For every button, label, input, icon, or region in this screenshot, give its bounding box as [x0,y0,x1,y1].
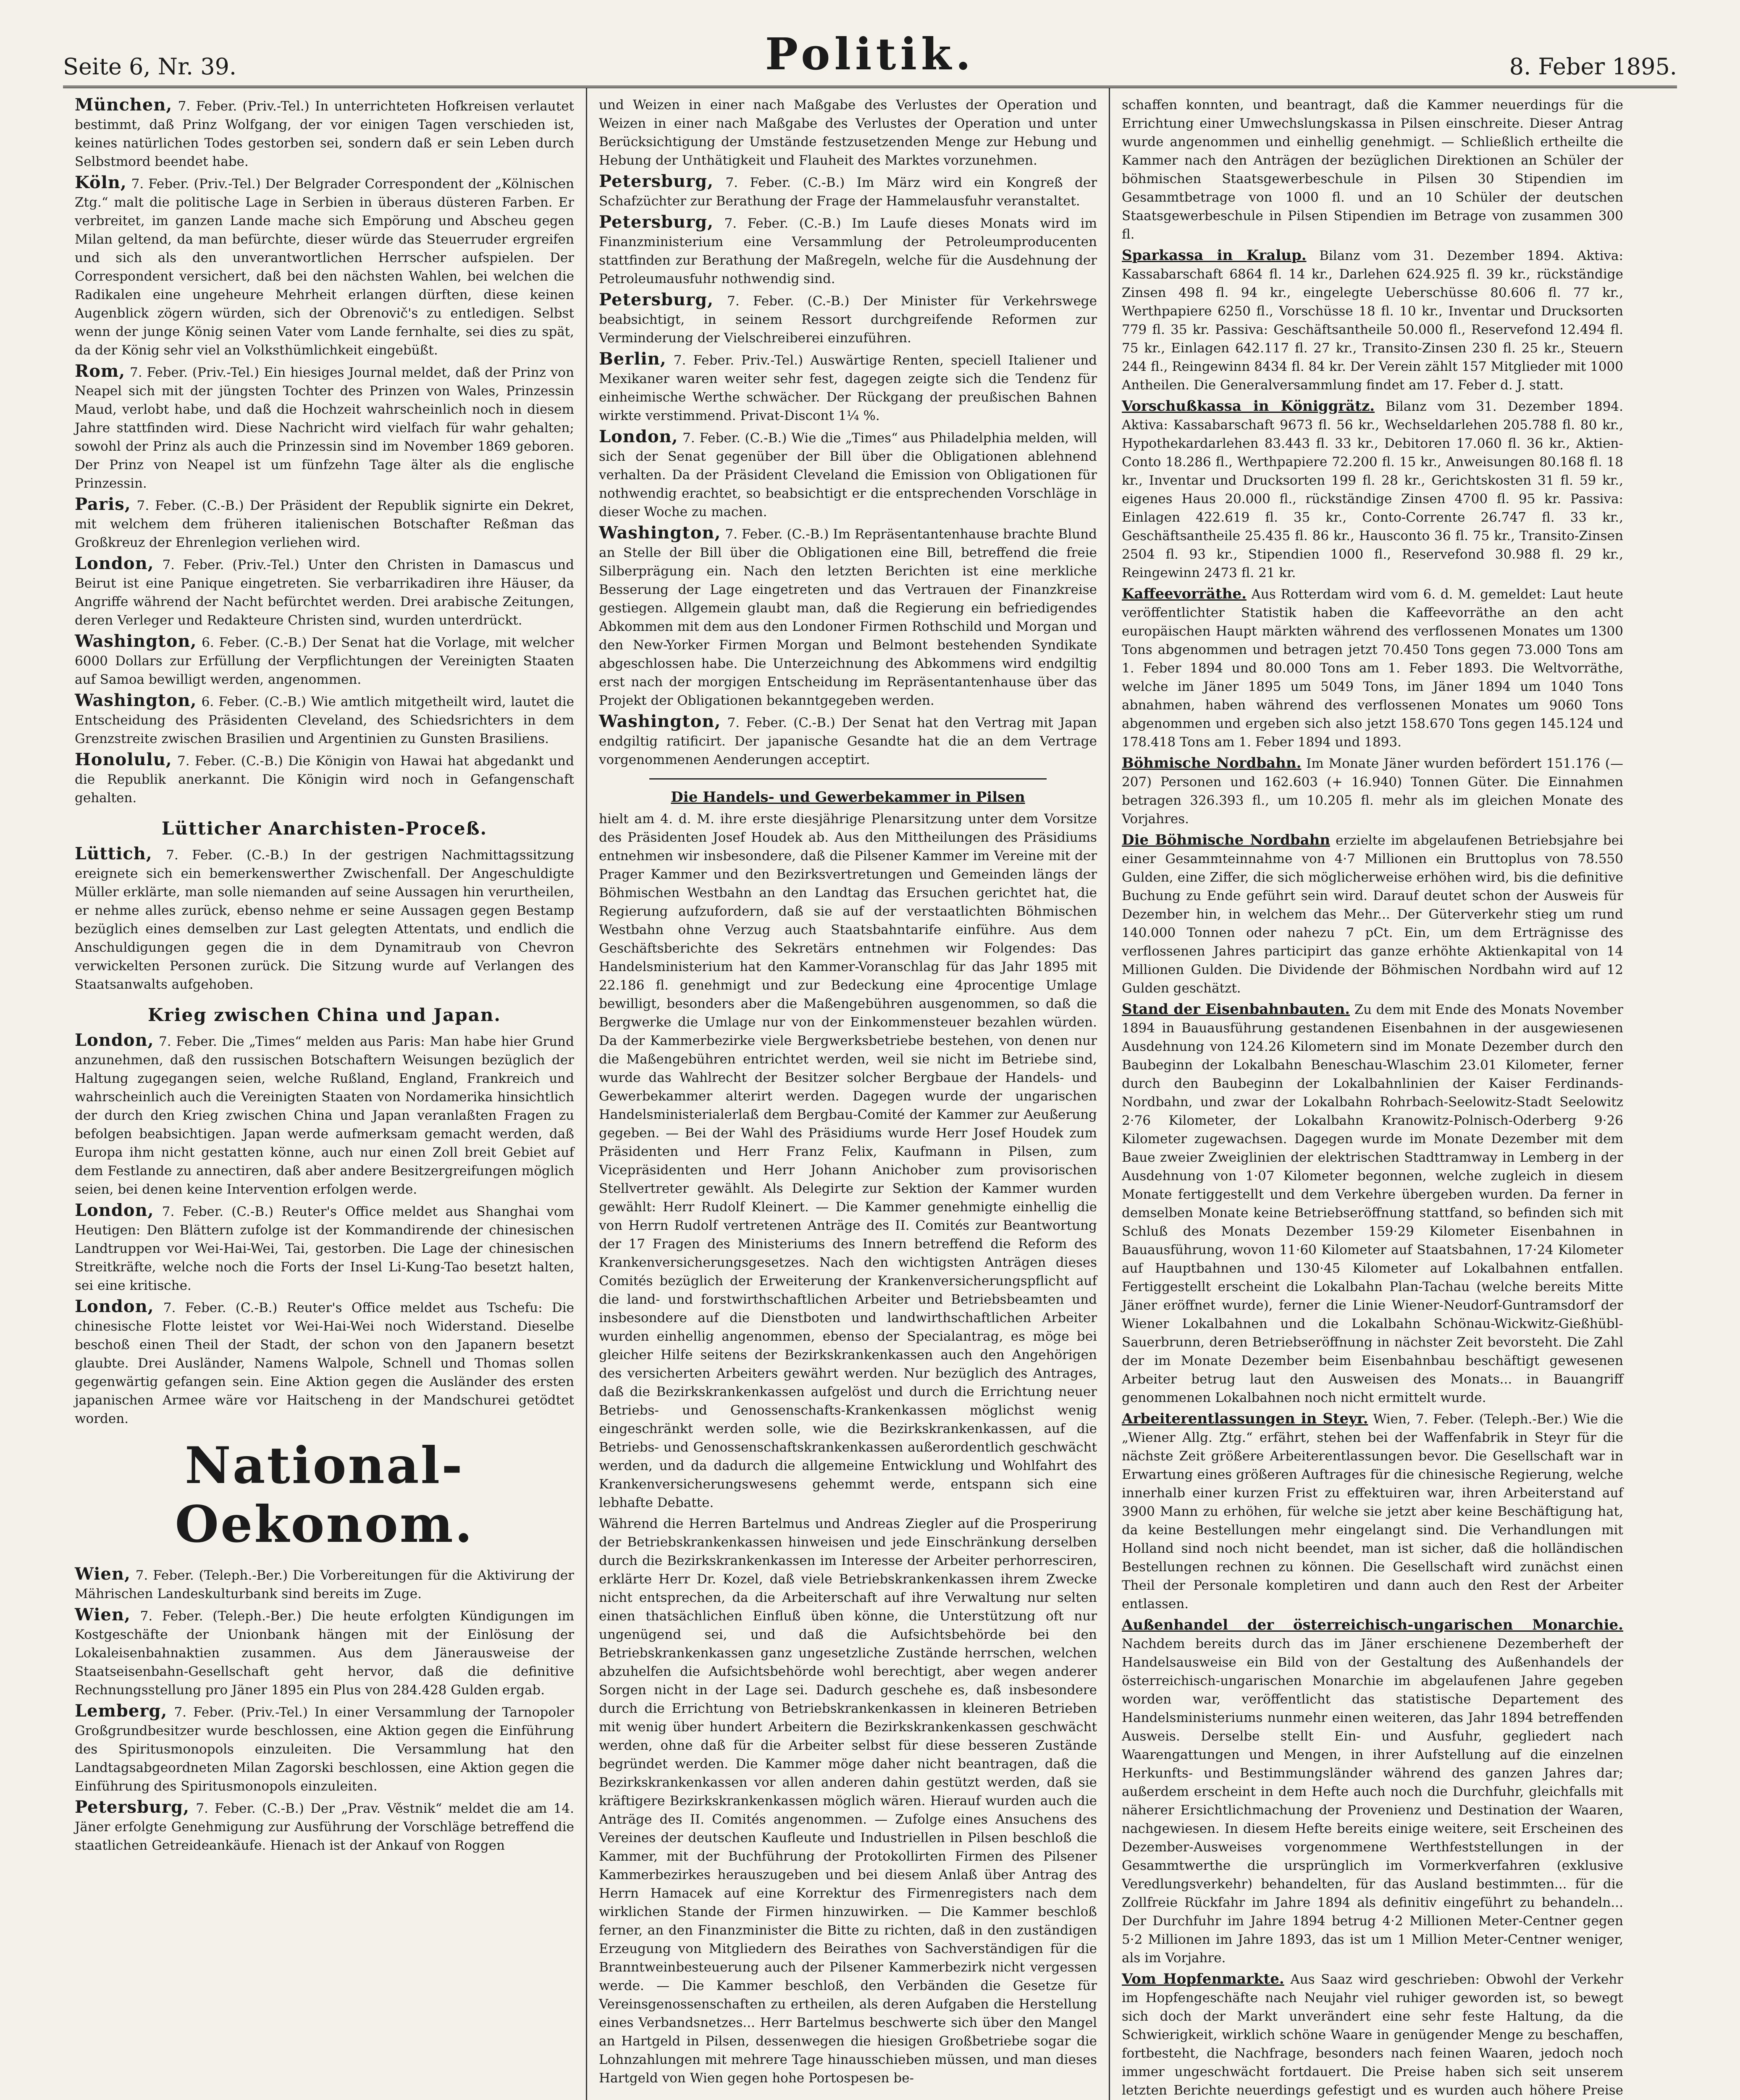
article-headline: Vorschußkassa in Königgrätz. [1122,398,1375,415]
article-text: Ein hiesiges Journal meldet, daß der Prinz von Neapel sich mit der jüngsten Tochter des Prinzen von Wales, Prinzessin Maud, verlobt habe, und daß die Hochzeit wahrscheinlich noch in diesem Jahre stattfinden wird. Diese Nachricht wird vielfach für wahr gehalten; sowohl der Prinz als auch die Prinzessin sind im November 1869 geboren. Der Prinz von Neapel ist um fünfzehn Tage älter als die englische Prinzessin. [75,365,574,491]
dateline-meta: 7. Feber. (C.-B.) [136,498,244,513]
article-text: Unter den Christen in Damascus und Beirut ist eine Panique eingetreten. Sie verbarrikadiren ihre Häuser, da Angriffe während der Nacht befürchtet werden. Drei arabische Zeitungen, deren Verleger und Redakteure Christen sind, wurden unterdrückt. [75,557,575,628]
page-header [63,29,1677,88]
article-text: In einer Versammlung der Tarnopoler Großgrundbesitzer wurde beschlossen, eine Aktion gegen die Einführung des Spiritusmonopols einzuleiten. Die Versammlung hat den Landtagsabgeordneten Milan Zagorski beschlossen, eine Aktion gegen die Einführung des Spiritusmonopols einzuleiten. [75,1705,575,1794]
article-text: Der Minister für Verkehrswege beabsichtigt, in seinem Ressort durchgreifende Reformen zur Verminderung der Vielschreiberei einzuführen. [599,294,1097,346]
article-text: Bilanz vom 31. Dezember 1894. Aktiva: Kassabarschaft 6864 fl. 14 kr., Darlehen 624.925 fl. 39 kr., rückständige Zinsen 498 fl. 94 kr., eingelegte Ueberschüsse 80.606 fl. 77 kr., Werthpapiere 6250 fl., Vorschüsse 18 fl. 10 kr., Inventar und Drucksorten 779 fl. 35 kr. Passiva: Geschäftsantheile 50.000 fl., Reservefond 12.494 fl. 75 kr., Einlagen 642.117 fl. 27 kr., Transito-Zinsen 230 fl. 25 kr., Steuern 244 fl., Reingewinn 8434 fl. 84 kr. Der Verein zählt 157 Mitglieder mit 1000 Antheilen. Die Generalversammlung findet am 17. Feber d. J. statt. [1122,248,1623,393]
dateline-meta: 7. Feber. (C.-B.) [724,216,841,231]
dateline-meta: 6. Feber. (C.-B.) [202,635,307,650]
article-text: In der gestrigen Nachmittagssitzung ereignete sich ein bemerkenswerther Zwischenfall. Der Angeschuldigte Müller erklärte, man solle niemanden auf seine Aussagen hin verurtheilen, er nehme alles zurück, ebenso nehme er seine Aussagen gegen Bestamp bezüglich eines demselben zur Last gelegten Attentats, und endlich die Anschuldigungen gegen die in dem Dynamitraub von Chevron verwickelten Personen zurück. Die Sitzung wurde auf Verlangen des Staatsanwalts aufgehoben. [75,848,575,992]
article [75,1565,574,1603]
dateline-place: London, [75,554,154,573]
article [1122,1410,1623,1613]
article-continuation [599,96,1097,170]
article-text: Der Belgrader Correspondent der „Kölnischen Ztg.“ malt die politische Lage in Serbien in überaus düsteren Farben. Er verbreitet, im ganzen Lande mache sich Empörung und Abscheu gegen Milan geltend, da man befürchte, dieser würde das Steuerruder ergreifen und sich als den unverantwortlichen Herrscher aufspielen. Der Correspondent versichert, daß bei den nächsten Wahlen, bei welchen die Radikalen eine ungeheure Mehrheit erlangen dürften, diese keinen Augenblick zögern würden, sich der Obrenovič's zu entledigen. Selbst wenn der junge König seinen Vater vom Lande fernhalte, sei dies zu spät, da der König sehr viel an Volksthümlichkeit eingebüßt. [75,176,575,358]
article [599,350,1097,425]
article [599,524,1097,710]
dateline-meta: 7. Feber. Priv.-Tel.) [673,353,803,368]
section-title: Politik. [765,28,975,80]
dateline-meta: 7. Feber. (C.-B.) [166,848,289,863]
article-text: und Weizen in einer nach Maßgabe des Verlustes der Operation und Weizen in einer nach Maßgabe des Verlustes der Operation und unter Berücksichtigung der Umstände festzusetzenden Menge zur Hebung und Hebung der Unthätigkeit und Flauheit des Marktes vorzunehmen. [599,97,1097,168]
article-text: Im Repräsentantenhause brachte Blund an Stelle der Bill über die Obligationen eine Bill, betreffend die freie Silberprägung ein. Nach den letzten Berichten ist eine merkliche Besserung der Lage eingetreten und das Vertrauen der Finanzkreise gestiegen. Allgemein glaubt man, daß die Regierung ein befriedigendes Abkommen mit dem aus den Londoner Firmen Rothschild und Morgan und den New-Yorker Firmen Morgan und Belmont bestehenden Syndikate abgeschlossen habe. Die Unterzeichnung des Abkommens wird endgiltig erst nach der morgigen Entscheidung im Repräsentantenhause über das Projekt der Obligationen bekanntgegeben werden. [599,527,1097,708]
dateline-place: London, [75,1200,154,1220]
article-text: Reuter's Office meldet aus Tschefu: Die chinesische Flotte leistet vor Wei-Hai-Wei noch Widerstand. Dieselbe beschoß einen Theil der Stadt, der schon von den Japanern besetzt glaubte. Drei Ausländer, Namens Walpole, Schnell und Thomas sollen gegenwärtig gefangen sein. Eine Aktion gegen die Ausländer des ersten japanischen Armee wäre vor Haitscheng in der Mandschurei getödtet worden. [75,1300,574,1426]
article-headline: Kaffeevorräthe. [1122,585,1247,602]
article-text: Die Königin von Hawai hat abgedankt und die Republik anerkannt. Die Königin wird noch in Gefangenschaft gehalten. [75,753,574,806]
article-text: Nachdem bereits durch das im Jäner erschienene Dezemberheft der Handelsausweise ein Bild von der Gestaltung des Außenhandels der österreichisch-ungarischen Monarchie im abgelaufenen Jahre gegeben worden war, veröffentlicht das statistische Departement des Handelsministeriums nunmehr einen weiteren, das Jahr 1894 betreffenden Ausweis. Derselbe stellt Ein- und Ausfuhr, gegliedert nach Waarengattungen und Mengen, in ihrer Aufstellung auf die einzelnen Herkunfts- und Bestimmungsländer während des ganzen Jahres dar; außerdem erscheint in dem Hefte auch noch die Durchfuhr, gleichfalls mit näherer Ersichtlichmachung der Provenienz und Destination der Waaren, nachgewiesen. In diesem Hefte bereits einige weitere, seit Erscheinen des Dezember-Ausweises vorgenommene Werthfeststellungen in der Gesammtwerthe die ursprünglich im Vormerkverfahren (exklusive Veredlungsverkehr) behandelten, für das Ausland bestimmten... für die Zollfreie Rückfahr im Jahre 1894 als definitiv eingeführt zu behandeln... Der Durchfuhr im Jahre 1894 betrug 4·2 Millionen Meter-Centner gegen 5·2 Millionen im Jahre 1893, das ist um 1 Million Meter-Centner weniger, als im Vorjahre. [1122,1636,1623,1966]
dateline-meta: 7. Feber. (Teleph.-Ber.) [140,1609,302,1624]
dateline-meta: 7. Feber. (Priv.-Tel.) [178,99,310,114]
article-headline: Böhmische Nordbahn. [1122,755,1302,772]
article [75,1201,574,1295]
dateline-meta: 7. Feber. (C.-B.) [177,753,283,769]
article-continuation [1122,96,1623,244]
dateline-meta: 7. Feber. (C.-B.) [682,430,787,446]
article [75,1798,574,1855]
dateline-place: Lemberg, [75,1701,168,1721]
dateline-meta: 7. Feber. (Priv.-Tel.) [130,365,260,380]
article-headline: Vom Hopfenmarkte. [1122,1971,1284,1987]
article-text: Die „Times“ melden aus Paris: Man habe hier Grund anzunehmen, daß den russischen Botschaftern Weisungen bezüglich der Haltung zugegangen seien, welche Rußland, England, Frankreich und wahrscheinlich auch die Vereinigten Staaten von Nordamerika hinsichtlich der durch den Krieg zwischen China und Japan veranlaßten Fragen zu befolgen beabsichtigen. Japan werde aufmerksam gemacht werden, daß Europa ihm nicht gestatten könne, auch nur einen Zoll breit Gebiet auf dem Festlande zu annectiren, daß aber andere Besitzergreifungen möglich seien, bei denen keine Intervention erfolgen werde. [75,1034,574,1197]
text-columns [63,88,1677,2100]
dateline-place: Washington, [75,690,197,710]
dateline-meta: 6. Feber. (C.-B.) [201,694,306,709]
article [75,173,574,360]
article-text: Der „Prav. Věstnik“ meldet die am 14. Jäner erfolgte Genehmigung zur Ausführung der Vorschläge betreffend die staatlichen Getreideankäufe. Hienach ist der Ankauf von Roggen [75,1801,575,1853]
article [75,1031,574,1199]
dateline-meta: 7. Feber. (C.-B.) [727,294,850,309]
article [1122,1970,1623,2100]
article [599,172,1097,210]
dateline-place: London, [599,427,678,446]
divider [649,778,1047,780]
dateline-meta: 7. Feber. (C.-B.) [162,1204,274,1219]
article [75,1297,574,1428]
dateline-place: Washington, [599,711,721,731]
article [599,1515,1097,2087]
article-text: Aus Saaz wird geschrieben: Obwohl der Verkehr im Hopfengeschäfte nach Neujahr viel ruhiger geworden ist, so bewegt sich doch der Markt unverändert eine sehr feste Haltung, da die Schwierigkeit, wirklich schöne Waare in genügender Menge zu beschaffen, fortbesteht, die Nachfrage, besonders nach feinen Waaren, jedoch noch immer ungeschwächt fortdauert. Die Preise haben sich seit unserem letzten Berichte neuerdings gefestigt und es wurden auch höhere Preise [1122,1972,1624,2098]
article [75,845,574,994]
article-text: Während die Herren Bartelmus und Andreas Ziegler auf die Prosperirung der Betriebskrankenkassen hinweisen und jede Einschränkung derselben durch die Bezirkskrankenkassen im Interesse der Arbeiter perhorresciren, erklärte Herr Dr. Kozel, daß viele Betriebskrankenkassen ihrem Zwecke nicht entsprechen, da die Arbeiterschaft auf ihre Verwaltung nur selten einen thatsächlichen Einfluß üben könne, die Unterstützung oft nur ungenügend sei, und daß die Aufsichtsbehörde bei den Betriebskrankenkassen ganz ungesetzliche Zustände herrschen, welchen abzuhelfen die Aufsichtsbehörde wohl berechtigt, aber wegen anderer Sorgen nicht in der Lage sei. Dadurch geschehe es, daß insbesondere durch die Errichtung von Betriebskrankenkassen in kleineren Betrieben mit wenig über hundert Arbeitern die Bezirkskrankenkassen geschwächt werden, ohne daß für die Arbeiter selbst für diese besseren Zustände begründet werden. Die Kammer möge daher nicht beantragen, daß die Bezirkskrankenkassen vor allen anderen dahin gestützt werden, daß sie kräftigere Bezirkskrankenkassen möglich wären. Hierauf wurden auch die Anträge des II. Comités angenommen. — Zufolge eines Ansuchens des Vereines der deutschen Kaufleute und Industriellen in Pilsen beschloß die Kammer, mit der Buchführung der Protokollirten Firmen des Pilsener Kammerbezirkes herauszugeben und bei diesem Anlaß über Antrag des Herrn Hamacek auf eine Korrektur des Firmenregisters nach dem wirklichen Stande der Firmen hinzuwirken. — Die Kammer beschloß ferner, an den Finanzminister die Bitte zu richten, daß in den zuständigen Erzeugung von Mitgliedern des Beirathes von Sachverständigen für die Branntweinbesteuerung auch der Pilsener Kammerbezirk nicht vergessen werde. — Die Kammer beschloß, den Verbänden die Gesetze für Vereinsgenossenschaften zu ertheilen, als deren Aufgaben die Herstellung eines Verbandsnetzes... Herr Bartelmus beschwerte sich über den Mangel an Hartgeld in Pilsen, dessenwegen die hiesigen Großbetriebe sogar die Lohnzahlungen mit mehrere Tage hinausschieben müssen, und man dieses Hartgeld von Wien gegen hohe Portospesen be- [599,1516,1097,2086]
article [75,554,574,630]
article-text: Wie die „Wiener Allg. Ztg.“ erfährt, stehen bei der Waffenfabrik in Steyr für die nächste Zeit größere Arbeiterentlassungen bevor. Die Gesellschaft war in Erwartung eines größeren Auftrages für die chinesische Regierung, welche innerhalb einer kurzen Frist zu effektuiren war, ihren Arbeiterstand auf 3900 Mann zu erhöhen, für welche sie jetzt aber keine Beschäftigung hat, da keine Bestellungen mehr eingelangt sind. Die Verhandlungen mit Holland sind noch nicht beendet, man ist sicher, daß die holländischen Bestellungen rechnen zu können. Die Gesellschaft wird zunächst einen Theil der Personale kompletiren und dann auch den Rest der Arbeiter entlassen. [1122,1412,1624,1612]
article-text: Die Vorbereitungen für die Aktivirung der Mährischen Landeskulturbank sind bereits im Zuge. [75,1568,574,1601]
article [75,96,574,171]
article-headline: Außenhandel der österreichisch-ungarischen Monarchie. [1122,1617,1623,1633]
article-text: Im Laufe dieses Monats wird im Finanzministerium eine Versammlung der Petroleumproducenten stattfinden zur Berathung der Maßregeln, welche für die Ausdehnung der Petroleumausfuhr nothwendig sind. [599,216,1097,286]
dateline-meta: 7. Feber. (C.-B.) [196,1801,304,1816]
article [75,751,574,807]
dateline-meta: 7. Feber. (Priv.-Tel.) [131,176,261,192]
dateline-place: Petersburg, [75,1797,189,1817]
dateline-place: Petersburg, [599,290,714,310]
article [599,712,1097,769]
dateline-meta: 7. Feber. (Teleph.-Ber.) [135,1568,288,1583]
article-text: Auswärtige Renten, speciell Italiener und Mexikaner waren weiter sehr fest, dagegen zeigte sich die Tendenz für einheimische Werthe schwächer. Der Rückgang der preußischen Bahnen wirkte verstimmend. Privat-Discont 1¼ %. [599,353,1097,423]
article [75,495,574,552]
section-masthead: National-Oekonom. [175,1436,474,1554]
dateline-meta: 7. Feber. (C.-B.) [727,715,835,730]
dateline-place: Petersburg, [599,171,714,191]
dateline-place: Berlin, [599,349,667,369]
article-text: erzielte im abgelaufenen Betriebsjahre bei einer Gesammteinnahme von 4·7 Millionen ein Bruttoplus von 78.550 Gulden, eine Ziffer, die sich möglicherweise erhöhen wird, bis die definitive Buchung zu Ende geführt sein wird. Darauf deutet schon der Ausweis für Dezember hin, in welchem das Mehr... Der Güterverkehr stieg um rund 140.000 Tonnen oder nahezu 7 pCt. Ein, um dem Erträgnisse des verflossenen Jahres participirt das ganze erhöhte Aktienkapital von 14 Millionen Gulden. Die Dividende der Böhmischen Nordbahn wird auf 12 Gulden geschätzt. [1122,833,1624,996]
article-headline: Die Handels- und Gewerbekammer in Pilsen [671,789,1025,806]
article [599,810,1097,1512]
article [1122,831,1623,998]
article [599,213,1097,288]
article [75,632,574,689]
article [75,1702,574,1796]
dateline-place: Paris, [75,494,131,514]
section-heading: Krieg zwischen China und Japan. [147,1005,501,1025]
article-text: Wie die „Times“ aus Philadelphia melden, will sich der Senat gegenüber der Bill über die Obligationen ablehnend verhalten. Da der Präsident Cleveland die Emission von Obligationen für nothwendig erachtet, so beabsichtigt er die entsprechenden Vorschläge in dieser Woche zu machen. [599,430,1097,520]
dateline-meta: Wien, 7. Feber. (Teleph.-Ber.) [1373,1412,1568,1427]
column-3 [1109,88,1635,2100]
article [599,428,1097,521]
page-date: 8. Feber 1895. [1509,53,1677,80]
article [1122,1000,1623,1407]
article-headline: Die Böhmische Nordbahn [1122,832,1331,848]
dateline-place: Honolulu, [75,750,172,769]
page-number: Seite 6, Nr. 39. [63,53,237,80]
article-text: Reuter's Office meldet aus Shanghai vom Heutigen: Den Blättern zufolge ist der Kommandirende der chinesischen Landtruppen vor Wei-Hai-Wei, Tai, gestorben. Die Lage der chinesischen Streitkräfte, welche noch die Forts der Insel Li-Kung-Tao besetzt halten, sei eine kritische. [75,1204,575,1293]
article-headline: Arbeiterentlassungen in Steyr. [1122,1410,1368,1427]
article-text: Der Senat hat den Vertrag mit Japan endgiltig ratificirt. Der japanische Gesandte hat die an dem Vertrage vorgenommenen Aenderungen acceptirt. [599,715,1097,767]
column-1 [63,88,586,2100]
dateline-place: London, [75,1030,154,1050]
article [75,1606,574,1699]
article [599,291,1097,347]
dateline-meta: 7. Feber. [159,1034,217,1049]
article-text: Aus Rotterdam wird vom 6. d. M. gemeldet: Laut heute veröffentlichter Statistik haben die Kaffeevorräthe an den acht europäischen Haupt märkten während des verflossenen Monates um 1300 Tons abgenommen und betragen jetzt 70.450 Tons gegen 73.000 Tons am 1. Feber 1894 und 80.000 Tons am 1. Feber 1893. Die Weltvorräthe, welche im Jäner 1895 um 5049 Tons, im Jäner 1894 um 1040 Tons abnahmen, haben während des verflossenen Monates um 9060 Tons abgenommen und ergeben sich also jetzt 158.670 Tons gegen 145.124 und 178.418 Tons am 1. Feber 1894 und 1893. [1122,587,1623,750]
article [1122,246,1623,394]
dateline-place: London, [75,1297,154,1316]
article-text: schaffen konnten, und beantragt, daß die Kammer neuerdings für die Errichtung einer Umwechslungskassa in Pilsen einschreite. Dieser Antrag wurde angenommen und einhellig genehmigt. — Schließlich ertheilte die Kammer nach den Anträgen der bezüglichen Direktionen an Schüler der böhmischen Staatsgewerbeschule in Pilsen 30 Stipendien im Gesammtbetrage von 1000 fl. und an 10 Schüler der deutschen Staatsgewerbeschule in Pilsen Stipendien im Betrage von zusammen 300 fl. [1122,97,1623,242]
article [1122,397,1623,582]
column-2 [586,88,1109,2100]
dateline-place: München, [75,95,173,115]
article [1122,1616,1623,1967]
dateline-place: Washington, [75,631,197,651]
article-text: Im Monate Jäner wurden befördert 151.176 (— 207) Personen und 162.603 (+ 16.940) Tonnen Güter. Die Einnahmen betragen 326.393 fl., um 10.205 fl. mehr als im gleichen Monate des Vorjahres. [1122,756,1623,827]
article-text: Bilanz vom 31. Dezember 1894. Aktiva: Kassabarschaft 9673 fl. 56 kr., Wechseldarlehen 205.788 fl. 80 kr., Hypothekardarlehen 83.443 fl. 33 kr., Debitoren 17.060 fl. 36 kr., Aktien-Conto 18.286 fl., Werthpapiere 72.200 fl. 15 kr., Anweisungen 80.168 fl. 18 kr., Inventar und Drucksorten 199 fl. 28 kr., Gerichtskosten 31 fl. 59 kr., eigenes Haus 20.000 fl., rückständige Zinsen 4700 fl. 95 kr. Passiva: Einlagen 422.619 fl. 35 kr., Conto-Corrente 26.747 fl. 33 kr., Geschäftsantheile 25.435 fl. 86 kr., Hausconto 36 fl. 75 kr., Transito-Zinsen 2504 fl. 93 kr., Stipendien 1000 fl., Reservefond 30.988 fl. 29 kr., Reingewinn 2473 fl. 21 kr. [1122,399,1623,580]
dateline-place: Köln, [75,173,127,192]
article-headline: Sparkassa in Kralup. [1122,247,1307,264]
article-text: In unterrichteten Hofkreisen verlautet bestimmt, daß Prinz Wolfgang, der vor einigen Tagen verschieden ist, keines natürlichen Todes gestorben sei, sondern daß er sein Leben durch Selbstmord beendet habe. [75,99,575,169]
dateline-place: Wien, [75,1564,131,1584]
dateline-place: Washington, [599,523,721,543]
dateline-place: Petersburg, [599,212,714,232]
article-text: Die heute erfolgten Kündigungen im Kostgeschäfte der Unionbank hängen mit der Einlösung der Lokaleisenbahnaktien zusammen. Aus dem Jänerausweise der Staatseisenbahn-Gesellschaft geht hervor, daß die definitive Rechnungsstellung pro Jäner 1895 ein Plus von 284.428 Gulden ergab. [75,1609,575,1698]
dateline-meta: 7. Feber. (C.-B.) [163,1300,278,1315]
dateline-meta: 7. Feber. (C.-B.) [725,175,845,190]
article-text: hielt am 4. d. M. ihre erste diesjährige Plenarsitzung unter dem Vorsitze des Präsidenten Josef Houdek ab. Aus den Mittheilungen des Präsidiums entnehmen wir insbesondere, daß die Pilsener Kammer im Vereine mit der Prager Kammer und den Bezirksvertretungen und Gemeinden längs der Böhmischen Westbahn an den Landtag das Ersuchen gerichtet hat, die Regierung aufzufordern, daß sie auf der verstaatlichten Böhmischen Westbahn ohne Verzug auch Staatsbahntarife einführe. Aus dem Geschäftsberichte des Sekretärs entnehmen wir Folgendes: Das Handelsministerium hat den Kammer-Voranschlag für das Jahr 1895 mit 22.186 fl. genehmigt und zur Bedeckung eine 4procentige Umlage bewilligt, besonders aber die Maßengebühren ausgenommen, so daß die Bergwerke die Umlage nur von der Einkommensteuer bezahlen würden. Da der Kammerbezirke viele Bergwerksbetriebe bestehen, von denen nur die Maßengebühren entrichtet werden, weil sie nicht im Betriebe sind, wurde das Wahlrecht der Besitzer solcher Bergbaue der Handels- und Gewerbekammer alterirt werden. Dagegen wurde der ungarischen Handelsministerialerlaß dem Bergbau-Comité der Kammer zur Aeußerung gegeben. — Bei der Wahl des Präsidiums wurde Herr Josef Houdek zum Präsidenten und Herr Franz Felix, Kaufmann in Pilsen, zum Vicepräsidenten und Herr Johann Anichober zum provisorischen Stellvertreter gewählt. Als Delegirte zur Sektion der Kammer wurden gewählt: Herr Rudolf Kleinert. — Die Kammer genehmigte einhellig die von Herrn Rudolf vertretenen Anträge des II. Comités zur Beantwortung der 17 Fragen des Ministeriums des Innern betreffend die Reform des Krankenversicherungsgesetzes. Nach den wichtigsten Anträgen dieses Comités bezüglich der Erweiterung der Krankenversicherungspflicht auf die land- und forstwirthschaftlichen Arbeiter und Betriebsbeamten und insbesondere auf die Dienstboten und landwirthschaftlichen Arbeiter wurden einhellig angenommen, ebenso der Specialantrag, es möge bei gleicher Hilfe seitens der Bezirkskrankenkassen auch den Angehörigen des versicherten Arbeiters gewährt werden. Nur bezüglich des Antrages, daß die Bezirkskrankenkassen aufgelöst und durch die Errichtung neuer Betriebs- und Genossenschafts-Krankenkassen möglichst wenig eingeschränkt werden solle, wie die Bezirkskrankenkassen, auf die Betriebs- und Genossenschaftskrankenkassen außerordentlich geschwächt werden, und da dadurch die allgemeine Entwicklung und Wohlfahrt des Krankenversicherungswesens gehemmt werde, entspann sich eine lebhafte Debatte. [599,811,1097,1510]
article-text: Zu dem mit Ende des Monats November 1894 in Bauausführung gestandenen Eisenbahnen in der ausgewiesenen Ausdehnung von 124.26 Kilometern sind im Monate Dezember durch den Baubeginn der Lokalbahn Beneschau-Wlaschim 23.01 Kilometer, ferner durch den Baubeginn der Lokalbahnlinien der Kaiser Ferdinands-Nordbahn, und zwar der Lokalbahn Rohrbach-Seelowitz-Stadt Seelowitz 2·76 Kilometer, der Lokalbahn Kranowitz-Polnisch-Oderberg 9·26 Kilometer zugewachsen. Dagegen wurde im Monate Dezember mit dem Baue zweier Zweiglinien der elektrischen Stadttramway in Lemberg in der Ausdehnung von 1·07 Kilometer begonnen, welche zugleich in diesem Monate fertiggestellt und dem Verkehre übergeben wurden. Da ferner in demselben Monate keine Betriebseröffnung stattfand, so befinden sich mit Schluß des Monats Dezember 159·29 Kilometer Eisenbahnen in Bauausführung, wovon 11·60 Kilometer auf Staatsbahnen, 17·24 Kilometer auf Hauptbahnen und 130·45 Kilometer auf Lokalbahnen entfallen. Fertiggestellt erscheint die Lokalbahn Plan-Tachau (welche bereits Mitte Jäner eröffnet wurde), ferner die Linie Wiener-Neudorf-Guntramsdorf der Wiener Lokalbahnen und die Lokalbahn Schönau-Wickwitz-Gießhübl-Sauerbrunn, deren Betriebseröffnung in nächster Zeit bevorsteht. Die Zahl der im Monate Dezember beim Eisenbahnbau beschäftigt gewesenen Arbeiter betrug laut den Ausweisen des Monats... in Bauangriff genommenen Lokalbahnen noch nicht ermittelt wurde. [1122,1002,1623,1405]
article-text: Der Senat hat die Vorlage, mit welcher 6000 Dollars zur Erfüllung der Verpflichtungen der Vereinigten Staaten auf Samoa bewilligt werden, angenommen. [75,635,574,687]
dateline-place: Rom, [75,361,126,381]
article [75,691,574,748]
article [1122,585,1623,751]
dateline-place: Wien, [75,1605,131,1625]
article [75,362,574,493]
dateline-place: Lüttich, [75,844,152,864]
dateline-meta: 7. Feber. (C.-B.) [725,527,829,542]
article-text: Im März wird ein Kongreß der Schafzüchter zur Berathung der Frage der Hammelausfuhr veranstaltet. [599,175,1097,209]
dateline-meta: 7. Feber. (Priv.-Tel.) [162,557,299,572]
article-text: Der Präsident der Republik signirte ein Dekret, mit welchem dem früheren italienischen Botschafter Reßman das Großkreuz der Ehrenlegion verliehen wird. [75,498,574,550]
article [1122,754,1623,828]
section-heading: Lütticher Anarchisten-Proceß. [161,818,488,839]
article-headline: Stand der Eisenbahnbauten. [1122,1001,1350,1018]
dateline-meta: 7. Feber. (Priv.-Tel.) [174,1705,308,1720]
article-text: Wie amtlich mitgetheilt wird, lautet die Entscheidung des Präsidenten Cleveland, des Schiedsrichters in dem Grenzstreite zwischen Brasilien und Argentinien zu Gunsten Brasiliens. [75,694,575,746]
